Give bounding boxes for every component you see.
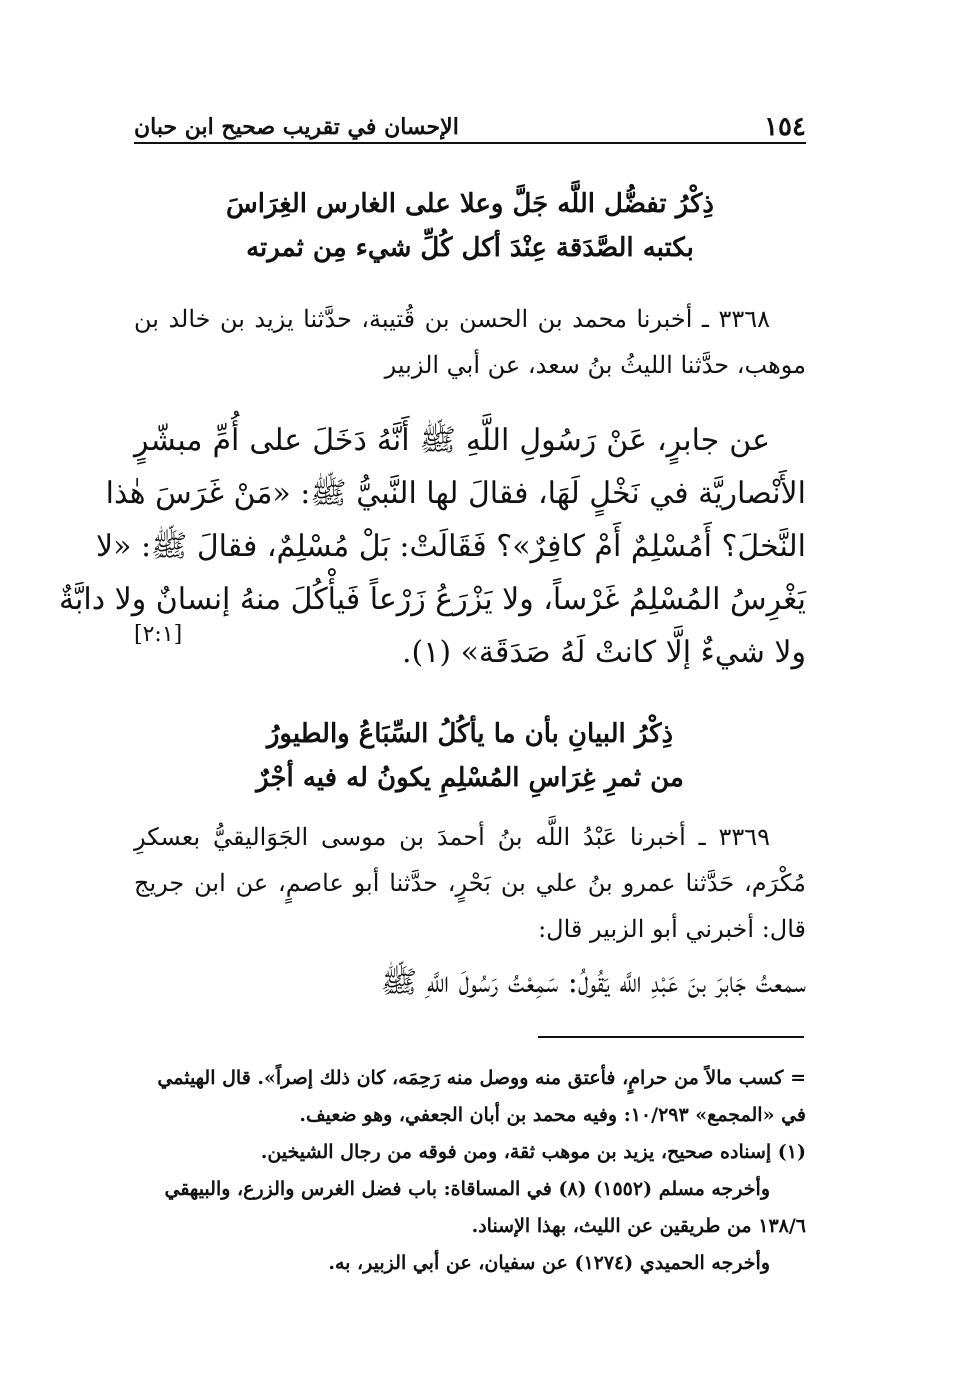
hadith-line: سمعتُ جَابرَ بنَ عَبْدِ اللَّه يَقُولُ: سَمِعْتُ رَسُولَ اللَّهِ ﷺ bbox=[380, 965, 806, 1000]
running-title: الإحسان في تقريب صحيح ابن حبان bbox=[134, 114, 459, 140]
hadith-line: عن جابرٍ، عَنْ رَسُولِ اللَّهِ ﷺ أَنَّهُ دَخَلَ على أُمِّ مبشّرٍ bbox=[134, 423, 770, 458]
heading-line: بكتبه الصَّدَقة عِنْدَ أكل كُلِّ شيء مِن ثمرته bbox=[246, 233, 694, 263]
heading-line: ذِكْرُ البيانِ بأن ما يأكُلُ السِّبَاعُ والطيورُ bbox=[266, 719, 674, 749]
isnad-line: ٣٣٦٩ ـ أخبرنا عَبْدُ اللَّه بنُ أحمدَ بن موسى الجَوَاليقيُّ بعسكرِ bbox=[134, 823, 770, 851]
chapter-heading-2 bbox=[134, 712, 806, 800]
footnote-line: في «المجمع» ١٠/٢٩٣: وفيه محمد بن أبان الجعفي، وهو ضعيف. bbox=[299, 1104, 806, 1126]
heading-line: ذِكْرُ تفضُّل اللَّه جَلَّ وعلا على الغارس الغِرَاسَ bbox=[225, 189, 715, 219]
isnad-3369 bbox=[134, 814, 806, 952]
page-header bbox=[134, 112, 806, 144]
isnad-line: موهب، حدَّثنا الليثُ بنُ سعد، عن أبي الزبير bbox=[384, 351, 806, 379]
chapter-heading-1 bbox=[134, 182, 806, 270]
footnotes bbox=[134, 1060, 806, 1282]
hadith-reference: [٢:١] bbox=[134, 622, 183, 647]
footnote-rule bbox=[538, 1036, 804, 1038]
hadith-line: الأَنْصاريَّة في نَخْلٍ لَهَا، فقالَ لها النَّبيُّ ﷺ: «مَنْ غَرَسَ هٰذا bbox=[105, 476, 806, 511]
hadith-line: يَغْرِسُ المُسْلِمُ غَرْساً، ولا يَزْرَعُ زَرْعاً فَيأْكُلَ منهُ إنسانٌ ولا دابَّةٌ bbox=[58, 582, 806, 617]
hadith-line: ولا شيءٌ إلَّا كانتْ لَهُ صَدَقَة» (١). bbox=[401, 635, 806, 670]
heading-line: من ثمرِ غِرَاسِ المُسْلِمِ يكونُ له فيه أجْرٌ bbox=[256, 763, 684, 793]
footnote-line: وأخرجه الحميدي (١٢٧٤) عن سفيان، عن أبي الزبير، به. bbox=[328, 1252, 770, 1274]
hadith-line: النَّخلَ؟ أَمُسْلِمٌ أَمْ كافِرٌ»؟ فَقَالَتْ: بَلْ مُسْلِمٌ، فقالَ ﷺ: «لا bbox=[95, 529, 806, 564]
hadith-text-3369 bbox=[134, 956, 806, 1009]
footnote-line: ١٣٨/٦ من طريقين عن الليث، بهذا الإسناد. bbox=[471, 1215, 806, 1237]
footnote-line: (١) إسناده صحيح، يزيد بن موهب ثقة، ومن فوقه من رجال الشيخين. bbox=[260, 1141, 806, 1163]
footnote-line: وأخرجه مسلم (١٥٥٢) (٨) في المساقاة: باب فضل الغرس والزرع، والبيهقي bbox=[164, 1178, 770, 1200]
isnad-line: ٣٣٦٨ ـ أخبرنا محمد بن الحسن بن قُتيبة، حدَّثنا يزيد بن خالد بن bbox=[134, 305, 770, 333]
hadith-text-3368 bbox=[58, 414, 806, 679]
footnote-line: = كسب مالاً من حرامٍ، فأعتق منه ووصل منه رَحِمَه، كان ذلك إصراً». قال الهيثمي bbox=[157, 1067, 806, 1089]
isnad-line: قال: أخبرني أبو الزبير قال: bbox=[538, 915, 806, 943]
page-number: ١٥٤ bbox=[764, 112, 806, 142]
isnad-3368 bbox=[134, 296, 806, 388]
header-rule bbox=[134, 142, 806, 144]
isnad-line: مُكْرَم، حَدَّثنا عمرو بنُ علي بن بَحْرٍ، حدَّثنا أبو عاصمٍ، عن ابن جريج bbox=[134, 869, 806, 897]
